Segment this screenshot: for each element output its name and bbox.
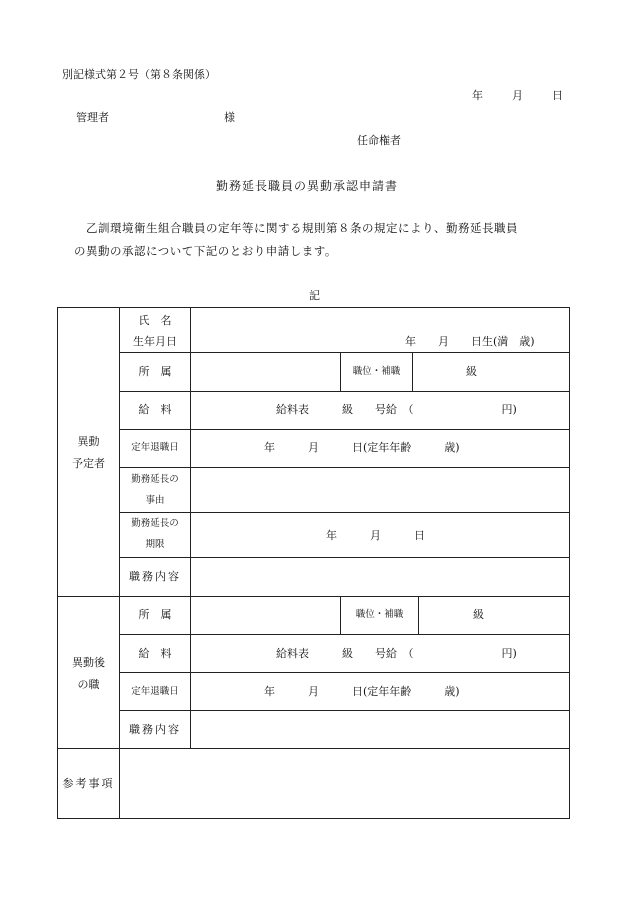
extension-reason-field[interactable] — [192, 470, 568, 510]
applicant-label: 任命権者 — [357, 134, 401, 147]
name-label: 氏 名 — [138, 314, 172, 327]
extension-period-value: 年 月 日 — [326, 529, 425, 542]
new-salary-label: 給 料 — [138, 647, 172, 660]
form-number: 別記様式第２号（第８条関係） — [62, 68, 216, 81]
addressee-honorific: 様 — [224, 111, 235, 124]
extension-period-label-2: 期限 — [145, 539, 165, 550]
retire-date-value: 年 月 日(定年年齢 歳) — [264, 441, 460, 454]
new-grade-unit: 級 — [473, 608, 484, 621]
date-day-label: 日 — [552, 89, 563, 102]
new-duties-label: 職務内容 — [129, 723, 181, 736]
name-field[interactable] — [192, 312, 568, 332]
extension-period-label-1: 勤務延長の — [131, 518, 179, 529]
document-title: 勤務延長職員の異動承認申請書 — [216, 179, 399, 193]
group1-label-line1: 異動 — [77, 435, 100, 448]
salary-label: 給 料 — [138, 403, 172, 416]
notes-label: 参考事項 — [62, 777, 115, 790]
new-retire-date-label: 定年退職日 — [131, 686, 179, 697]
birthdate-label: 生年月日 — [133, 335, 177, 348]
extension-reason-label-2: 事由 — [145, 495, 165, 506]
retire-date-label: 定年退職日 — [131, 442, 179, 453]
extension-reason-label-1: 勤務延長の — [131, 474, 179, 485]
dept-field[interactable] — [192, 355, 338, 389]
group1-label-line2: 予定者 — [72, 457, 105, 470]
body-line-1: 乙訓環境衛生組合職員の定年等に関する規則第８条の規定により、勤務延長職員 — [86, 221, 518, 235]
grade-unit: 級 — [466, 365, 477, 378]
date-year-label: 年 — [472, 89, 483, 102]
date-month-label: 月 — [512, 89, 523, 102]
dept-label: 所 属 — [138, 365, 172, 378]
salary-value: 給料表 級 号給 （ 円) — [276, 403, 517, 416]
new-dept-field[interactable] — [192, 599, 338, 632]
group2-label-line2: の職 — [77, 678, 100, 691]
new-salary-value: 給料表 級 号給 （ 円) — [276, 647, 517, 660]
group2-label-line1: 異動後 — [72, 656, 105, 669]
rank-label: 職位・補職 — [352, 366, 401, 377]
notes-field[interactable] — [121, 751, 568, 816]
new-retire-date-value: 年 月 日(定年年齢 歳) — [264, 685, 460, 698]
birthdate-value: 年 月 日生(満 歳) — [405, 335, 535, 348]
new-duties-field[interactable] — [192, 713, 568, 746]
new-dept-label: 所 属 — [138, 608, 172, 621]
duties-field[interactable] — [192, 560, 568, 594]
new-rank-label: 職位・補職 — [355, 609, 404, 620]
body-line-2: の異動の承認について下記のとおり申請します。 — [74, 244, 337, 258]
addressee-manager: 管理者 — [76, 111, 109, 124]
duties-label: 職務内容 — [129, 570, 181, 583]
ki-label: 記 — [309, 289, 320, 302]
